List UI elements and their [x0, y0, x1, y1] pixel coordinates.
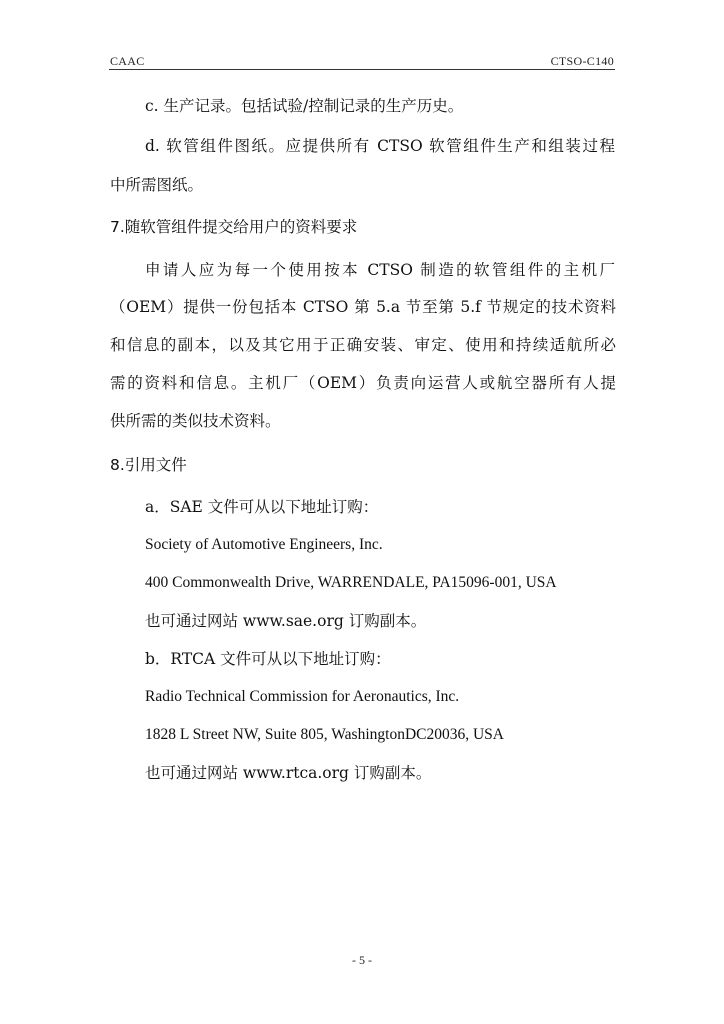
- rtca-organization-name: Radio Technical Commission for Aeronautics, Inc.: [145, 688, 460, 705]
- sae-organization-name: Society of Automotive Engineers, Inc.: [145, 536, 383, 553]
- header-divider: [109, 69, 615, 70]
- section-8-heading: 8.引用文件: [110, 456, 187, 474]
- section-7-line-1: 申请人应为每一个使用按本 CTSO 制造的软管组件的主机厂: [145, 261, 615, 279]
- rtca-website-text: 也可通过网站 www.rtca.org 订购副本。: [145, 764, 432, 782]
- page-number: - 5 -: [352, 953, 372, 967]
- section-7-line-2: （OEM）提供一份包括本 CTSO 第 5.a 节至第 5.f 节规定的技术资料: [110, 298, 616, 316]
- item-d-line-2: 中所需图纸。: [110, 176, 204, 194]
- rtca-address: 1828 L Street NW, Suite 805, WashingtonDC20036, USA: [145, 726, 504, 743]
- item-c-text: c. 生产记录。包括试验/控制记录的生产历史。: [145, 97, 464, 115]
- section-7-heading: 7.随软管组件提交给用户的资料要求: [110, 218, 358, 236]
- header-document-code: CTSO-C140: [550, 54, 614, 68]
- header-left-label: CAAC: [110, 54, 145, 68]
- item-b-text: b．RTCA 文件可从以下地址订购：: [145, 650, 391, 668]
- item-a-text: a．SAE 文件可从以下地址订购：: [145, 498, 379, 516]
- section-7-line-3: 和信息的副本，以及其它用于正确安装、审定、使用和持续适航所必: [110, 336, 616, 354]
- section-7-line-4: 需的资料和信息。主机厂（OEM）负责向运营人或航空器所有人提: [110, 374, 616, 392]
- section-7-line-5: 供所需的类似技术资料。: [110, 412, 281, 430]
- sae-website-text: 也可通过网站 www.sae.org 订购副本。: [145, 612, 427, 630]
- sae-address: 400 Commonwealth Drive, WARRENDALE, PA15096-001, USA: [145, 574, 557, 591]
- item-d-line-1: d. 软管组件图纸。应提供所有 CTSO 软管组件生产和组装过程: [145, 137, 615, 155]
